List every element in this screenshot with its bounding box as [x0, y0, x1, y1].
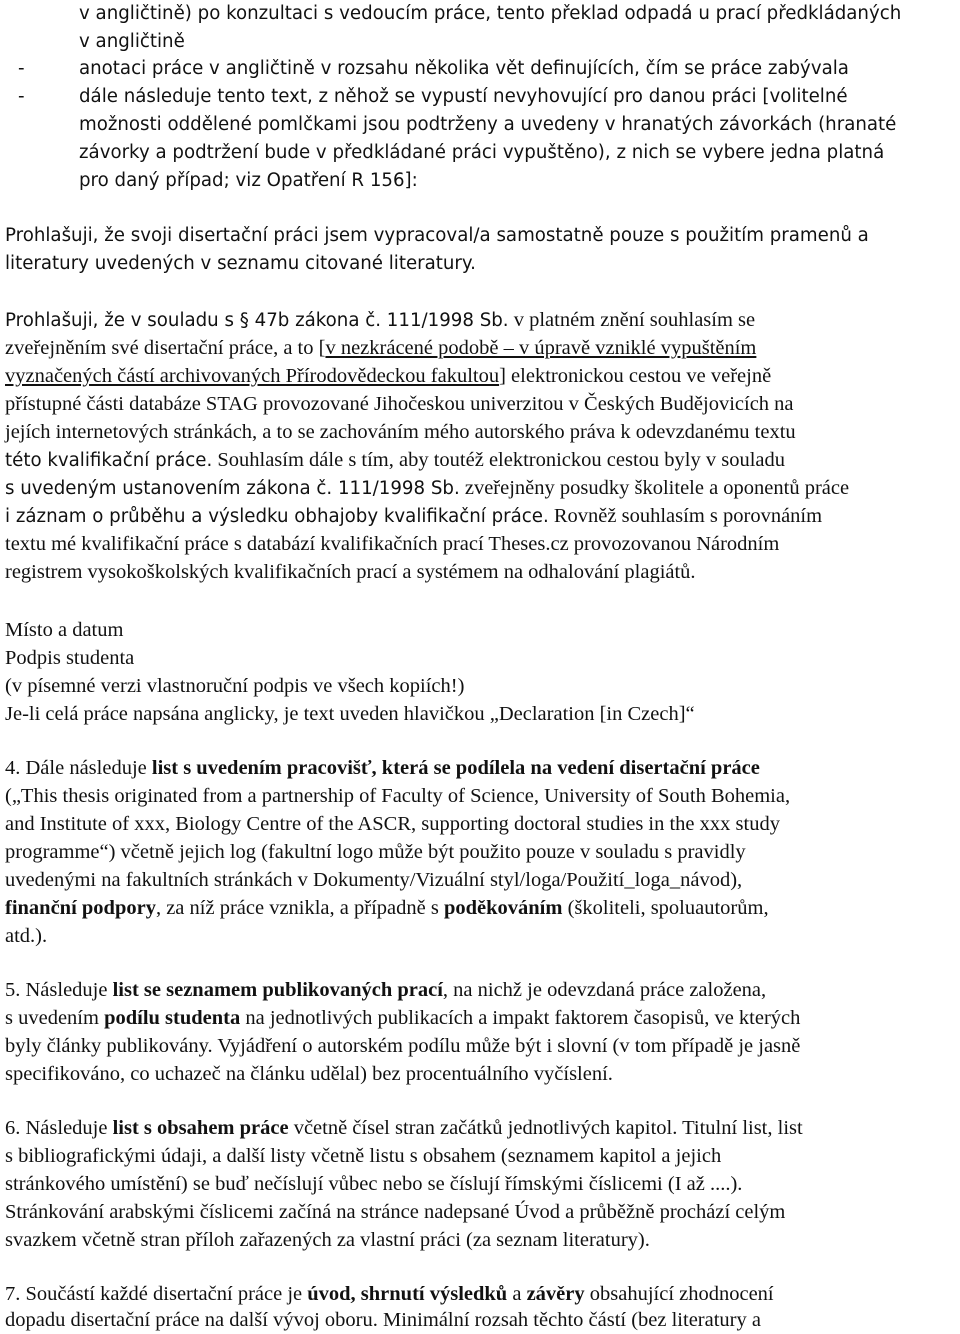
item-4-line-6: [5, 894, 769, 922]
declaration-2-line-7-serif: zveřejněny posudky školitele a oponentů práce: [459, 477, 850, 499]
declaration-2-line-8: [5, 502, 822, 530]
bullet-2-line-3: závorky a podtržení bude v předkládané práci vypuštěno), z nich se vybere jedna platná: [79, 142, 885, 163]
declaration-2-line-8-sans: i záznam o průběhu a výsledku obhajoby kvalifikační práce.: [5, 506, 549, 527]
item-6-line-3: stránkového umístění) se buď nečíslují vůbec nebo se číslují římskými číslicemi (I až ....).: [5, 1173, 743, 1195]
declaration-2-line-4: přístupné části databáze STAG provozované Jihočeskou univerzitou v Českých Budějovicích na: [5, 393, 794, 415]
declaration-2-line-2-underlined: v nezkrácené podobě – v úpravě vzniklé vypuštěním: [325, 337, 757, 359]
declaration-2-line-6: [5, 446, 785, 474]
item-7-line-1-end: obsahující zhodnocení: [584, 1283, 774, 1305]
item-7-bold-2: závěry: [526, 1283, 585, 1305]
item-6-line-4: Stránkování arabskými číslicemi začíná na stránce nadepsané Úvod a průběžně prochází celým: [5, 1201, 786, 1223]
declaration-2-line-9: textu mé kvalifikační práce s databází kvalifikačních prací Theses.cz provozovanou Národním: [5, 533, 780, 555]
item-5-bold: list se seznamem publikovaných prací: [112, 979, 443, 1001]
item-4-financial-support: finanční podpory: [5, 897, 156, 919]
item-7-intro: 7. Součástí každé disertační práce je: [5, 1283, 308, 1305]
bullet-dash-2: -: [18, 86, 25, 107]
declaration-2-line-6-sans: této kvalifikační práce.: [5, 450, 213, 471]
declaration-2-line-8-serif: Rovněž souhlasím s porovnáním: [548, 505, 823, 527]
item-5-line-2-end: na jednotlivých publikacích a impakt faktorem časopisů, ve kterých: [240, 1007, 801, 1029]
item-7-and: a: [507, 1283, 527, 1305]
declaration-1-line-1: Prohlašuji, že svoji disertační práci jsem vypracoval/a samostatně pouze s použitím pramenů a: [5, 225, 869, 246]
declaration-2-line-7-sans: s uvedeným ustanovením zákona č. 111/1998 Sb.: [5, 478, 460, 499]
item-4-intro: 4. Dále následuje: [5, 757, 152, 779]
place-and-date: Místo a datum: [5, 619, 124, 641]
declaration-2-line-1-sans: Prohlašuji, že v souladu s § 47b zákona č. 111/1998 Sb.: [5, 310, 509, 331]
bullet-2-line-4: pro daný případ; viz Opatření R 156]:: [79, 170, 418, 191]
declaration-2-line-1: [5, 306, 755, 334]
declaration-2-line-10: registrem vysokoškolských kvalifikačních prací a systémem na odhalování plagiátů.: [5, 561, 696, 583]
declaration-2-line-3-underlined: vyznačených částí archivovaných Přírodovědeckou fakultou: [5, 365, 500, 387]
english-declaration-note: Je-li celá práce napsána anglicky, je text uveden hlavičkou „Declaration [in Czech]“: [5, 703, 695, 725]
declaration-2-line-1-serif: v platném znění souhlasím se: [508, 309, 756, 331]
declaration-1-line-2: literatury uvedených v seznamu citované literatury.: [5, 253, 476, 274]
item-4-acknowledgements: poděkováním: [443, 897, 563, 919]
item-5-line-3: byly články publikovány. Vyjádření o autorském podílu může být i slovní (v tom případě je jasně: [5, 1035, 801, 1057]
signature-note: (v písemné verzi vlastnoruční podpis ve všech kopiích!): [5, 675, 465, 697]
item-6-intro: 6. Následuje: [5, 1117, 113, 1139]
item-7-line-2: dopadu disertační práce na další vývoj oboru. Minimální rozsah těchto částí (bez literatury a: [5, 1309, 761, 1331]
bullet-dash-1: -: [18, 58, 25, 79]
item-4-line-3: and Institute of xxx, Biology Centre of the ASCR, supporting doctoral studies in the xxx study: [5, 813, 780, 835]
item-4-bold: list s uvedením pracovišť, která se podílela na vedení disertační práce: [151, 757, 760, 779]
item-7-bold-1: úvod, shrnutí výsledků: [307, 1283, 508, 1305]
item-7-line-1: [5, 1280, 774, 1308]
bullet-1-text: anotaci práce v angličtině v rozsahu několika vět definujících, čím se práce zabývala: [79, 58, 849, 79]
declaration-2-line-3: [5, 362, 771, 390]
intro-line-2: v angličtině: [79, 31, 185, 52]
bullet-2-line-1: dále následuje tento text, z něhož se vypustí nevyhovující pro danou práci [volitelné: [79, 86, 848, 107]
item-6-line-1-end: včetně čísel stran začátků jednotlivých kapitol. Titulní list, list: [288, 1117, 803, 1139]
declaration-2-line-3-rest: ] elektronickou cestou ve veřejně: [499, 365, 772, 387]
item-4-line-1: [5, 754, 760, 782]
item-6-line-5: svazkem včetně stran příloh zařazených za vlastní práci (za seznam literatury).: [5, 1229, 650, 1251]
item-5-intro: 5. Následuje: [5, 979, 113, 1001]
item-6-line-2: s bibliografickými údaji, a další listy včetně listu s obsahem (seznamem kapitol a jejich: [5, 1145, 722, 1167]
declaration-2-line-7: [5, 474, 849, 502]
item-4-line-7: atd.).: [5, 925, 48, 947]
item-4-line-5: uvedenými na fakultních stránkách v Dokumenty/Vizuální styl/loga/Použití_loga_návod),: [5, 869, 743, 891]
item-5-line-2-start: s uvedením: [5, 1007, 105, 1029]
item-5-student-share: podílu studenta: [104, 1007, 241, 1029]
student-signature: Podpis studenta: [5, 647, 135, 669]
item-4-line-4: programme“) včetně jejich log (fakultní logo může být použito pouze v souladu s pravidly: [5, 841, 746, 863]
item-5-line-1-end: , na nichž je odevzdaná práce založena,: [442, 979, 767, 1001]
item-5-line-2: [5, 1004, 800, 1032]
item-4-line-2: („This thesis originated from a partnership of Faculty of Science, University of South Bohemia,: [5, 785, 791, 807]
bullet-2-line-2: možnosti oddělené pomlčkami jsou podtrženy a uvedeny v hranatých závorkách (hranaté: [79, 114, 897, 135]
item-5-line-1: [5, 976, 766, 1004]
declaration-2-line-6-serif: Souhlasím dále s tím, aby toutéž elektronickou cestou byly v souladu: [212, 449, 785, 471]
item-6-line-1: [5, 1114, 803, 1142]
item-5-line-4: specifikováno, co uchazeč na článku udělal) bez procentuálního vyčíslení.: [5, 1063, 613, 1085]
item-6-bold: list s obsahem práce: [112, 1117, 289, 1139]
declaration-2-line-2-plain: zveřejněním své disertační práce, a to [: [5, 337, 326, 359]
intro-line-1: v angličtině) po konzultaci s vedoucím práce, tento překlad odpadá u prací předkládaných: [79, 3, 902, 24]
declaration-2-line-5: jejích internetových stránkách, a to se zachováním mého autorského práva k odevzdanému textu: [5, 421, 796, 443]
item-4-line-6-end: (školiteli, spoluautorům,: [562, 897, 769, 919]
declaration-2-line-2: [5, 334, 756, 362]
item-4-line-6-mid: , za níž práce vznikla, a případně s: [155, 897, 444, 919]
